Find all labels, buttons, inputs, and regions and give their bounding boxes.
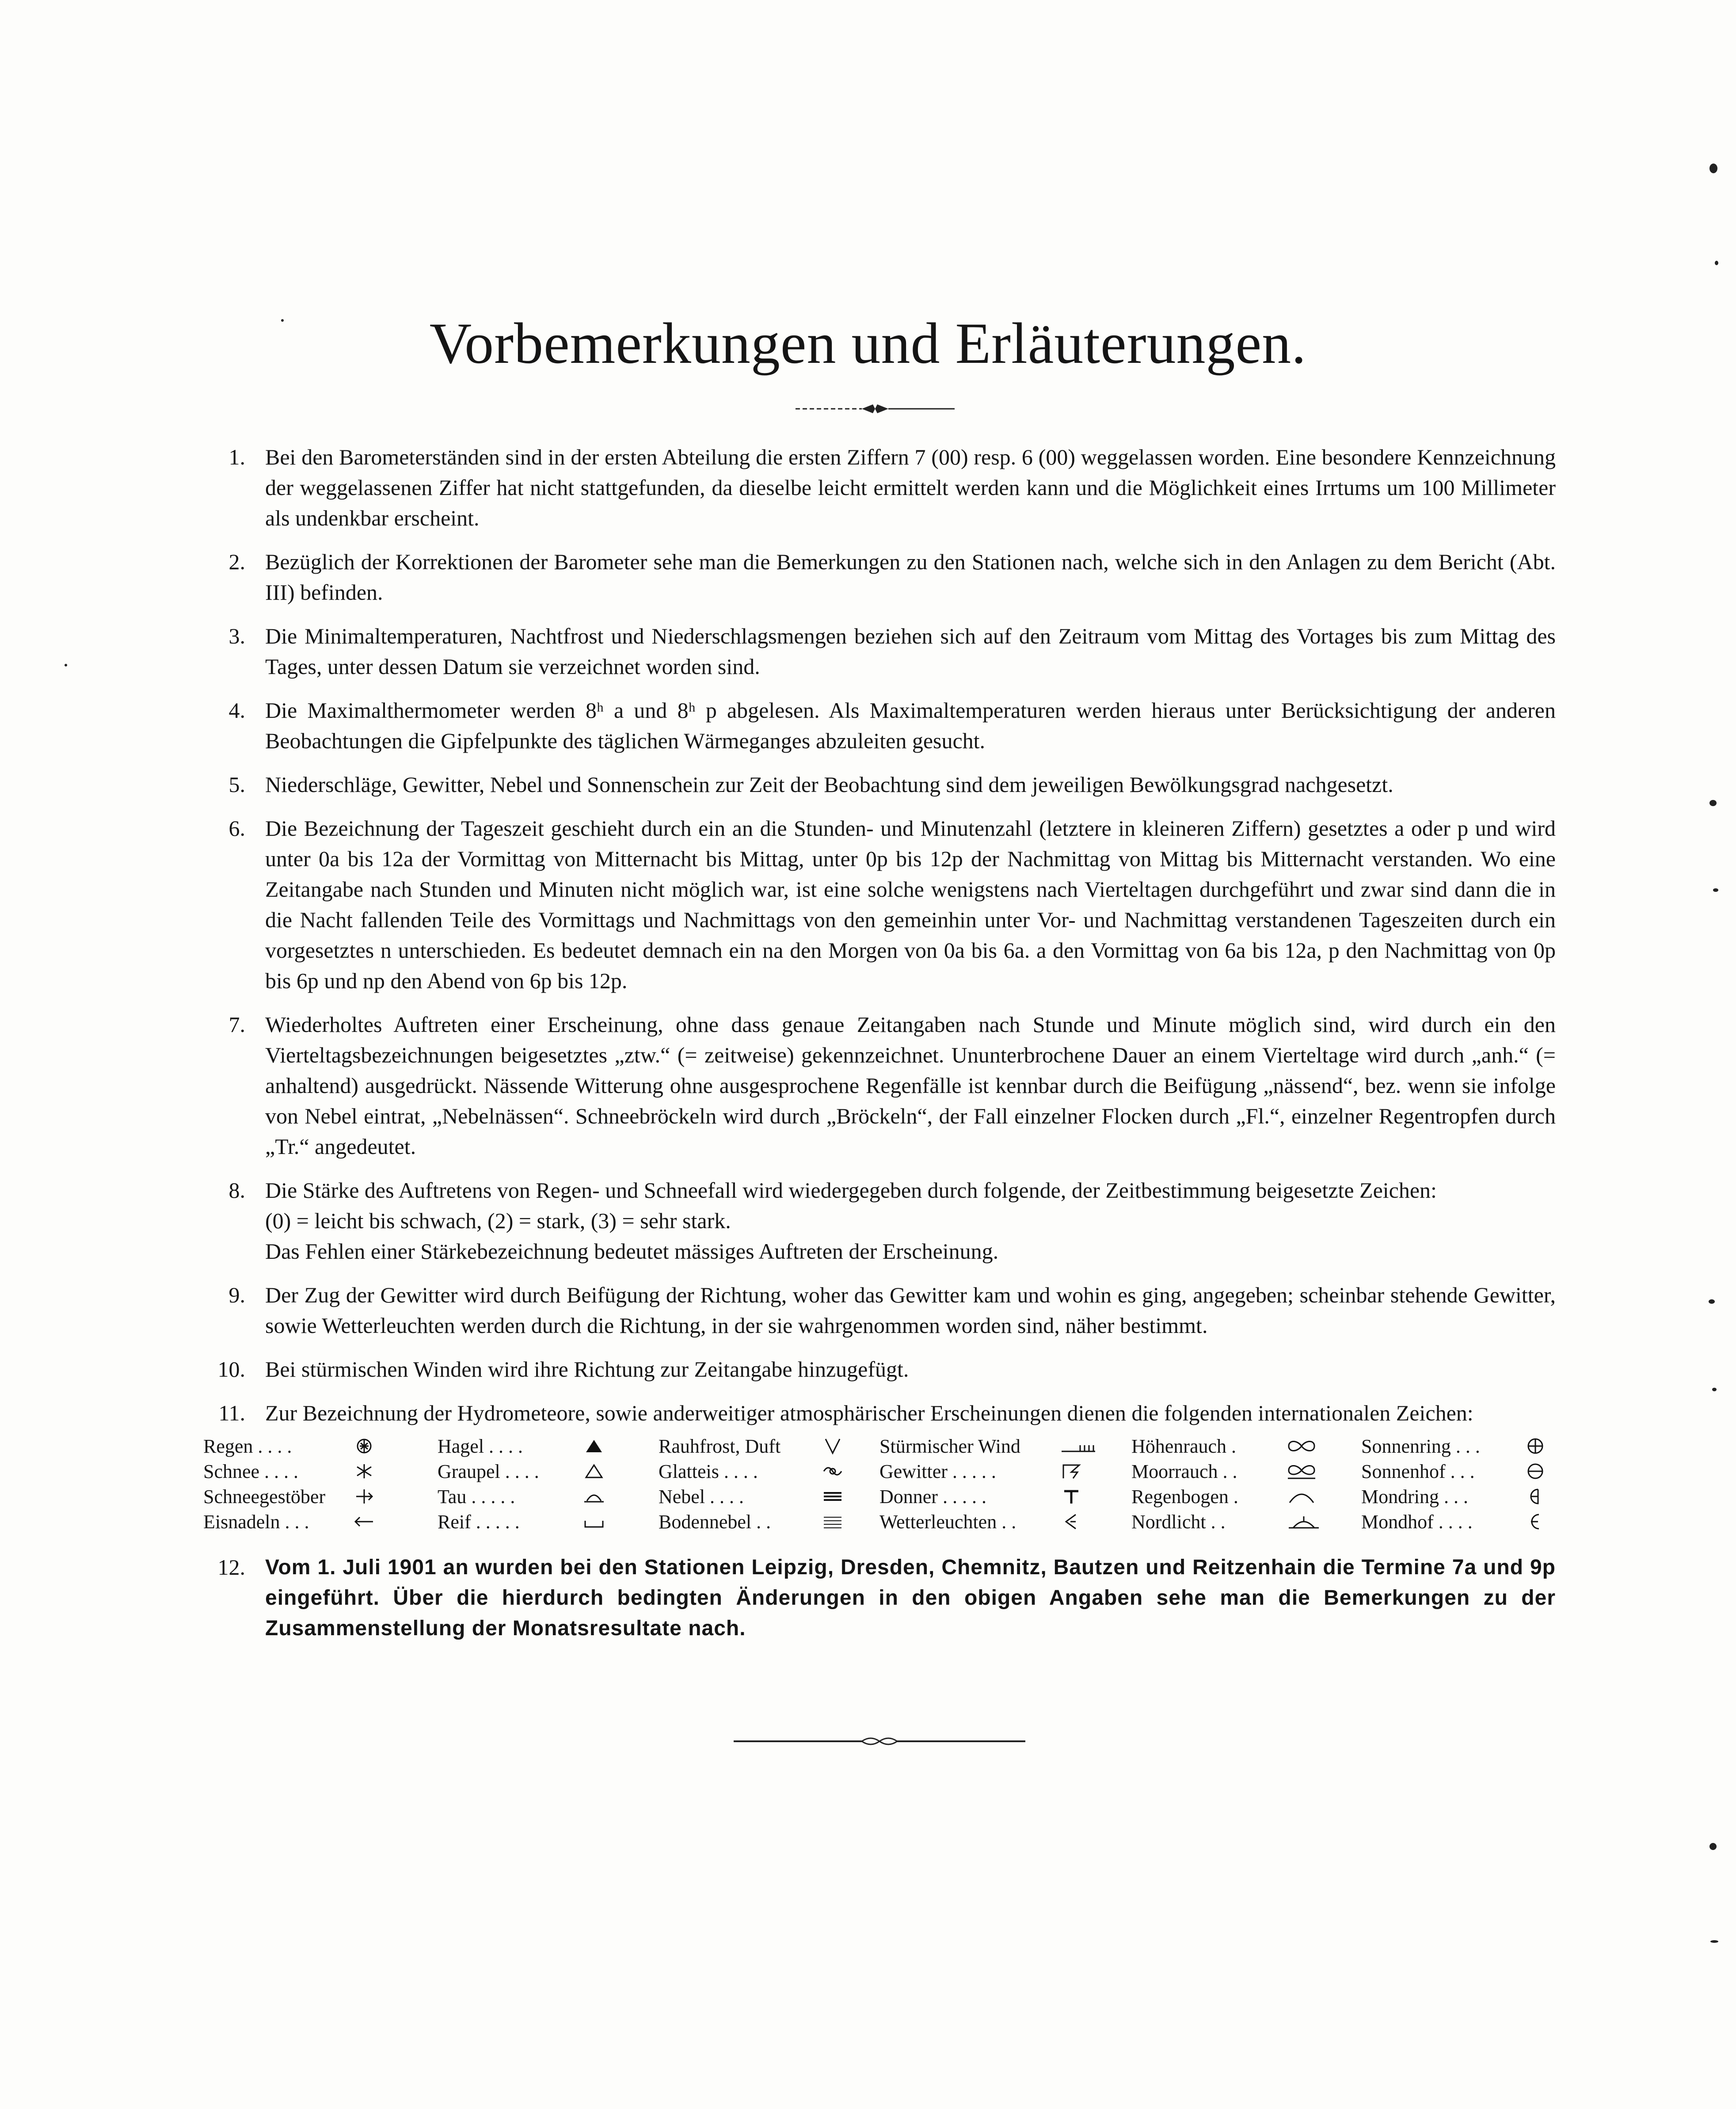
note-text: Wiederholtes Auftreten einer Erscheinung, ohne dass genaue Zeitangaben nach Stunde und Minute möglich sind, wird durch ein den Vierteltagsbezeichnungen beigesetztes „ztw.“ (= zeitweise) gekennzeichnet. Ununterbrochene Dauer an einem Vierteltage wird durch „anh.“ (= anhaltend) ausgedrückt. Nässende Witterung ohne ausgesprochene Regenfälle ist kennbar durch die Beifügung „nässend“, bez. wenn sie infolge von Nebel eintrat, „Nebelnässen“. Schneebröckeln wird durch „Bröckeln“, der Fall einzelner Flocken durch „Fl.“, einzelner Regentropfen durch „Tr.“ angedeutet. [265,1012,1556,1159]
note-text: Bei stürmischen Winden wird ihre Richtung zur Zeitangabe hinzugefügt. [265,1357,909,1382]
dew-icon [583,1488,605,1505]
legend-entry [438,1459,539,1484]
scan-speck [281,319,284,322]
page-title: Vorbemerkungen und Erläuterungen. [429,311,1307,376]
legend-entry [1131,1484,1238,1509]
legend-entry [1131,1509,1238,1534]
legend-label: Nebel . . . . [659,1486,744,1508]
note-12 [203,1552,1556,1644]
note-text: Bei den Barometerständen sind in der ersten Abteilung die ersten Ziffern 7 (00) resp. 6 (00) weggelassen worden. Eine besondere Kennzeichnung der weggelassenen Ziffer hat nicht stattgefunden, da dieselbe leicht ermittelt werden kann und die Möglichkeit eines Irrtums um 100 Millimeter als undenkbar erscheint. [265,445,1556,530]
legend-entry [1131,1434,1238,1459]
note-number: 10. [217,1357,245,1382]
ground-fog-icon [822,1513,843,1530]
note-5 [203,769,1556,800]
note-number: 11. [218,1401,245,1425]
legend-label: Schneegestöber [203,1486,326,1508]
rainbow-icon [1286,1488,1317,1505]
glaze-icon [822,1462,843,1480]
legend-label: Stürmischer Wind [879,1435,1020,1457]
legend-entry [879,1509,1020,1534]
rain-icon [354,1437,375,1455]
legend-column [1361,1434,1480,1534]
note-text: Die Minimaltemperaturen, Nachtfrost und Niederschlagsmengen beziehen sich auf den Zeitraum vom Mittag des Vortages bis zum Mittag des Tages, unter dessen Datum sie verzeichnet worden sind. [265,624,1556,679]
note-text: Niederschläge, Gewitter, Nebel und Sonnenschein zur Zeit der Beobachtung sind dem jeweiligen Bewölkungsgrad nachgesetzt. [265,772,1393,797]
note-text: Die Maximalthermometer werden 8ʰ a und 8ʰ p abgelesen. Als Maximaltemperaturen werden hieraus unter Berücksichtigung der anderen Beobachtungen die Gipfelpunkte des täglichen Wärmeganges abzuleiten gesucht. [265,698,1556,753]
legend-label: Sonnenhof . . . [1361,1461,1475,1482]
note-number: 6. [228,816,245,841]
legend-entry [438,1484,539,1509]
legend-entry [879,1459,1020,1484]
note-number: 1. [228,445,245,469]
legend-entry [438,1434,539,1459]
legend-entry [1361,1459,1480,1484]
lunar-corona-icon [1525,1513,1546,1530]
legend-label: Regen . . . . [203,1435,292,1457]
note-9 [203,1280,1556,1341]
legend-label: Mondring . . . [1361,1486,1468,1508]
note-text: Die Bezeichnung der Tageszeit geschieht durch ein an die Stunden- und Minutenzahl (letztere in kleineren Ziffern) gesetztes a oder p und wird unter 0a bis 12a der Vormittag von Mitternacht bis Mittag, unter 0p bis 12p der Nachmittag von Mittag bis Mitternacht verstanden. Wo eine Zeitangabe nach Stunden und Minuten nicht möglich war, ist eine solche wenigstens nach Vierteltagen durchgeführt und zwar sind dann die in die Nacht fallenden Teile des Vormittags und Nachmittags von den gemeinhin unter Vor- und Nachmittag verstandenen Tageszeiten durch ein vorgesetztes n unterschieden. Es bedeutet demnach ein na den Morgen von 0a bis 6a. a den Vormittag von 6a bis 12a, p den Nachmittag von 0p bis 6p und np den Abend von 6p bis 12p. [265,816,1556,993]
legend-entry [879,1484,1020,1509]
legend-entry [1361,1509,1480,1534]
legend-label: Glatteis . . . . [659,1461,758,1482]
legend-column [659,1434,780,1534]
note-3 [203,621,1556,682]
legend-label: Regenbogen . [1131,1486,1238,1508]
scan-speck [1709,164,1717,173]
legend-label: Wetterleuchten . . [879,1511,1016,1533]
ice-needles-icon [354,1513,375,1530]
note-text-default: Das Fehlen einer Stärkebezeichnung bedeutet mässiges Auftreten der Erscheinung. [265,1239,999,1264]
legend-entry [659,1434,780,1459]
symbol-legend [203,1434,1556,1544]
legend-label: Sonnenring . . . [1361,1435,1480,1457]
note-11 [203,1398,1556,1428]
snow-icon [354,1462,375,1480]
legend-label: Schnee . . . . [203,1461,299,1482]
note-number: 9. [228,1283,245,1307]
note-number: 5. [228,772,245,797]
note-text: Die Stärke des Auftretens von Regen- und Schneefall wird wiedergegeben durch folgende, der Zeitbestimmung beigesetzte Zeichen: [265,1178,1437,1203]
legend-label: Rauhfrost, Duft [659,1435,781,1457]
note-1 [203,442,1556,533]
lunar-ring-icon [1525,1488,1546,1505]
legend-label: Gewitter . . . . . [879,1461,996,1482]
snowstorm-icon [354,1488,375,1505]
note-number: 8. [228,1178,245,1203]
note-number: 7. [228,1012,245,1037]
note-text-scale: (0) = leicht bis schwach, (2) = stark, (3) = sehr stark. [265,1208,731,1233]
title-ornament [796,402,955,415]
solar-corona-icon [1525,1462,1546,1480]
legend-label: Tau . . . . . [438,1486,515,1508]
note-7 [203,1009,1556,1162]
scan-speck [1712,1388,1717,1391]
legend-label: Nordlicht . . [1131,1511,1226,1533]
graupel-icon [583,1462,605,1480]
legend-label: Donner . . . . . [879,1486,986,1508]
note-number: 12. [217,1555,245,1580]
scan-speck [1709,1843,1717,1850]
legend-entry [659,1484,780,1509]
scan-speck [1715,261,1718,265]
note-text: Bezüglich der Korrektionen der Barometer sehe man die Bemerkungen zu den Stationen nach, welche sich in den Anlagen zu dem Bericht (Abt. III) befinden. [265,549,1556,605]
legend-label: Reif . . . . . [438,1511,520,1533]
scan-speck [1713,888,1718,892]
legend-label: Graupel . . . . [438,1461,539,1482]
legend-column [438,1434,539,1534]
legend-entry [203,1484,325,1509]
note-2 [203,547,1556,608]
storm-wind-icon [1061,1437,1096,1455]
note-text: Vom 1. Juli 1901 an wurden bei den Stationen Leipzig, Dresden, Chemnitz, Bautzen und Reitzenhain die Termine 7a und 9p eingeführt. Über die hierdurch bedingten Änderungen in den obigen Angaben sehe man die Bemerkungen zu der Zusammenstellung der Monatsresultate nach. [265,1556,1556,1640]
note-number: 4. [228,698,245,723]
legend-column [879,1434,1020,1534]
legend-entry [203,1459,325,1484]
aurora-icon [1286,1513,1321,1530]
legend-label: Höhenrauch . [1131,1435,1237,1457]
legend-label: Bodennebel . . [659,1511,771,1533]
moor-smoke-icon [1286,1462,1317,1480]
legend-column [1131,1434,1238,1534]
legend-entry [438,1509,539,1534]
note-10 [203,1354,1556,1385]
legend-entry [203,1509,325,1534]
heat-lightning-icon [1061,1513,1082,1530]
legend-label: Moorrauch . . [1131,1461,1237,1482]
legend-entry [1361,1434,1480,1459]
legend-entry [659,1459,780,1484]
rime-icon [822,1437,843,1455]
note-4 [203,695,1556,756]
legend-column [203,1434,325,1534]
note-text: Zur Bezeichnung der Hydrometeore, sowie anderweitiger atmosphärischer Erscheinungen dienen die folgenden internationalen Zeichen: [265,1401,1473,1425]
frost-icon [583,1513,605,1530]
scan-speck [1710,1940,1718,1943]
solar-ring-icon [1525,1437,1546,1455]
note-number: 2. [228,549,245,574]
legend-label: Mondhof . . . . [1361,1511,1473,1533]
scan-speck [65,664,67,666]
scan-speck [1709,800,1717,806]
legend-entry [879,1434,1020,1459]
fog-icon [822,1488,843,1505]
legend-label: Eisnadeln . . . [203,1511,309,1533]
legend-entry [659,1509,780,1534]
notes-list [203,442,1556,1657]
note-6 [203,813,1556,996]
haze-icon [1286,1437,1317,1455]
legend-entry [1361,1484,1480,1509]
note-8 [203,1175,1556,1267]
hail-icon [583,1437,605,1455]
note-number: 3. [228,624,245,648]
legend-entry [203,1434,325,1459]
thunder-icon [1061,1488,1082,1505]
legend-entry [1131,1459,1238,1484]
thunderstorm-icon [1061,1462,1082,1480]
scan-speck [1709,1299,1715,1304]
closing-ornament [734,1732,1025,1750]
note-text: Der Zug der Gewitter wird durch Beifügung der Richtung, woher das Gewitter kam und wohin es ging, angegeben; scheinbar stehende Gewitter, sowie Wetterleuchten werden durch die Richtung, in der sie wahrgenommen worden sind, näher bestimmt. [265,1283,1556,1338]
legend-label: Hagel . . . . [438,1435,523,1457]
